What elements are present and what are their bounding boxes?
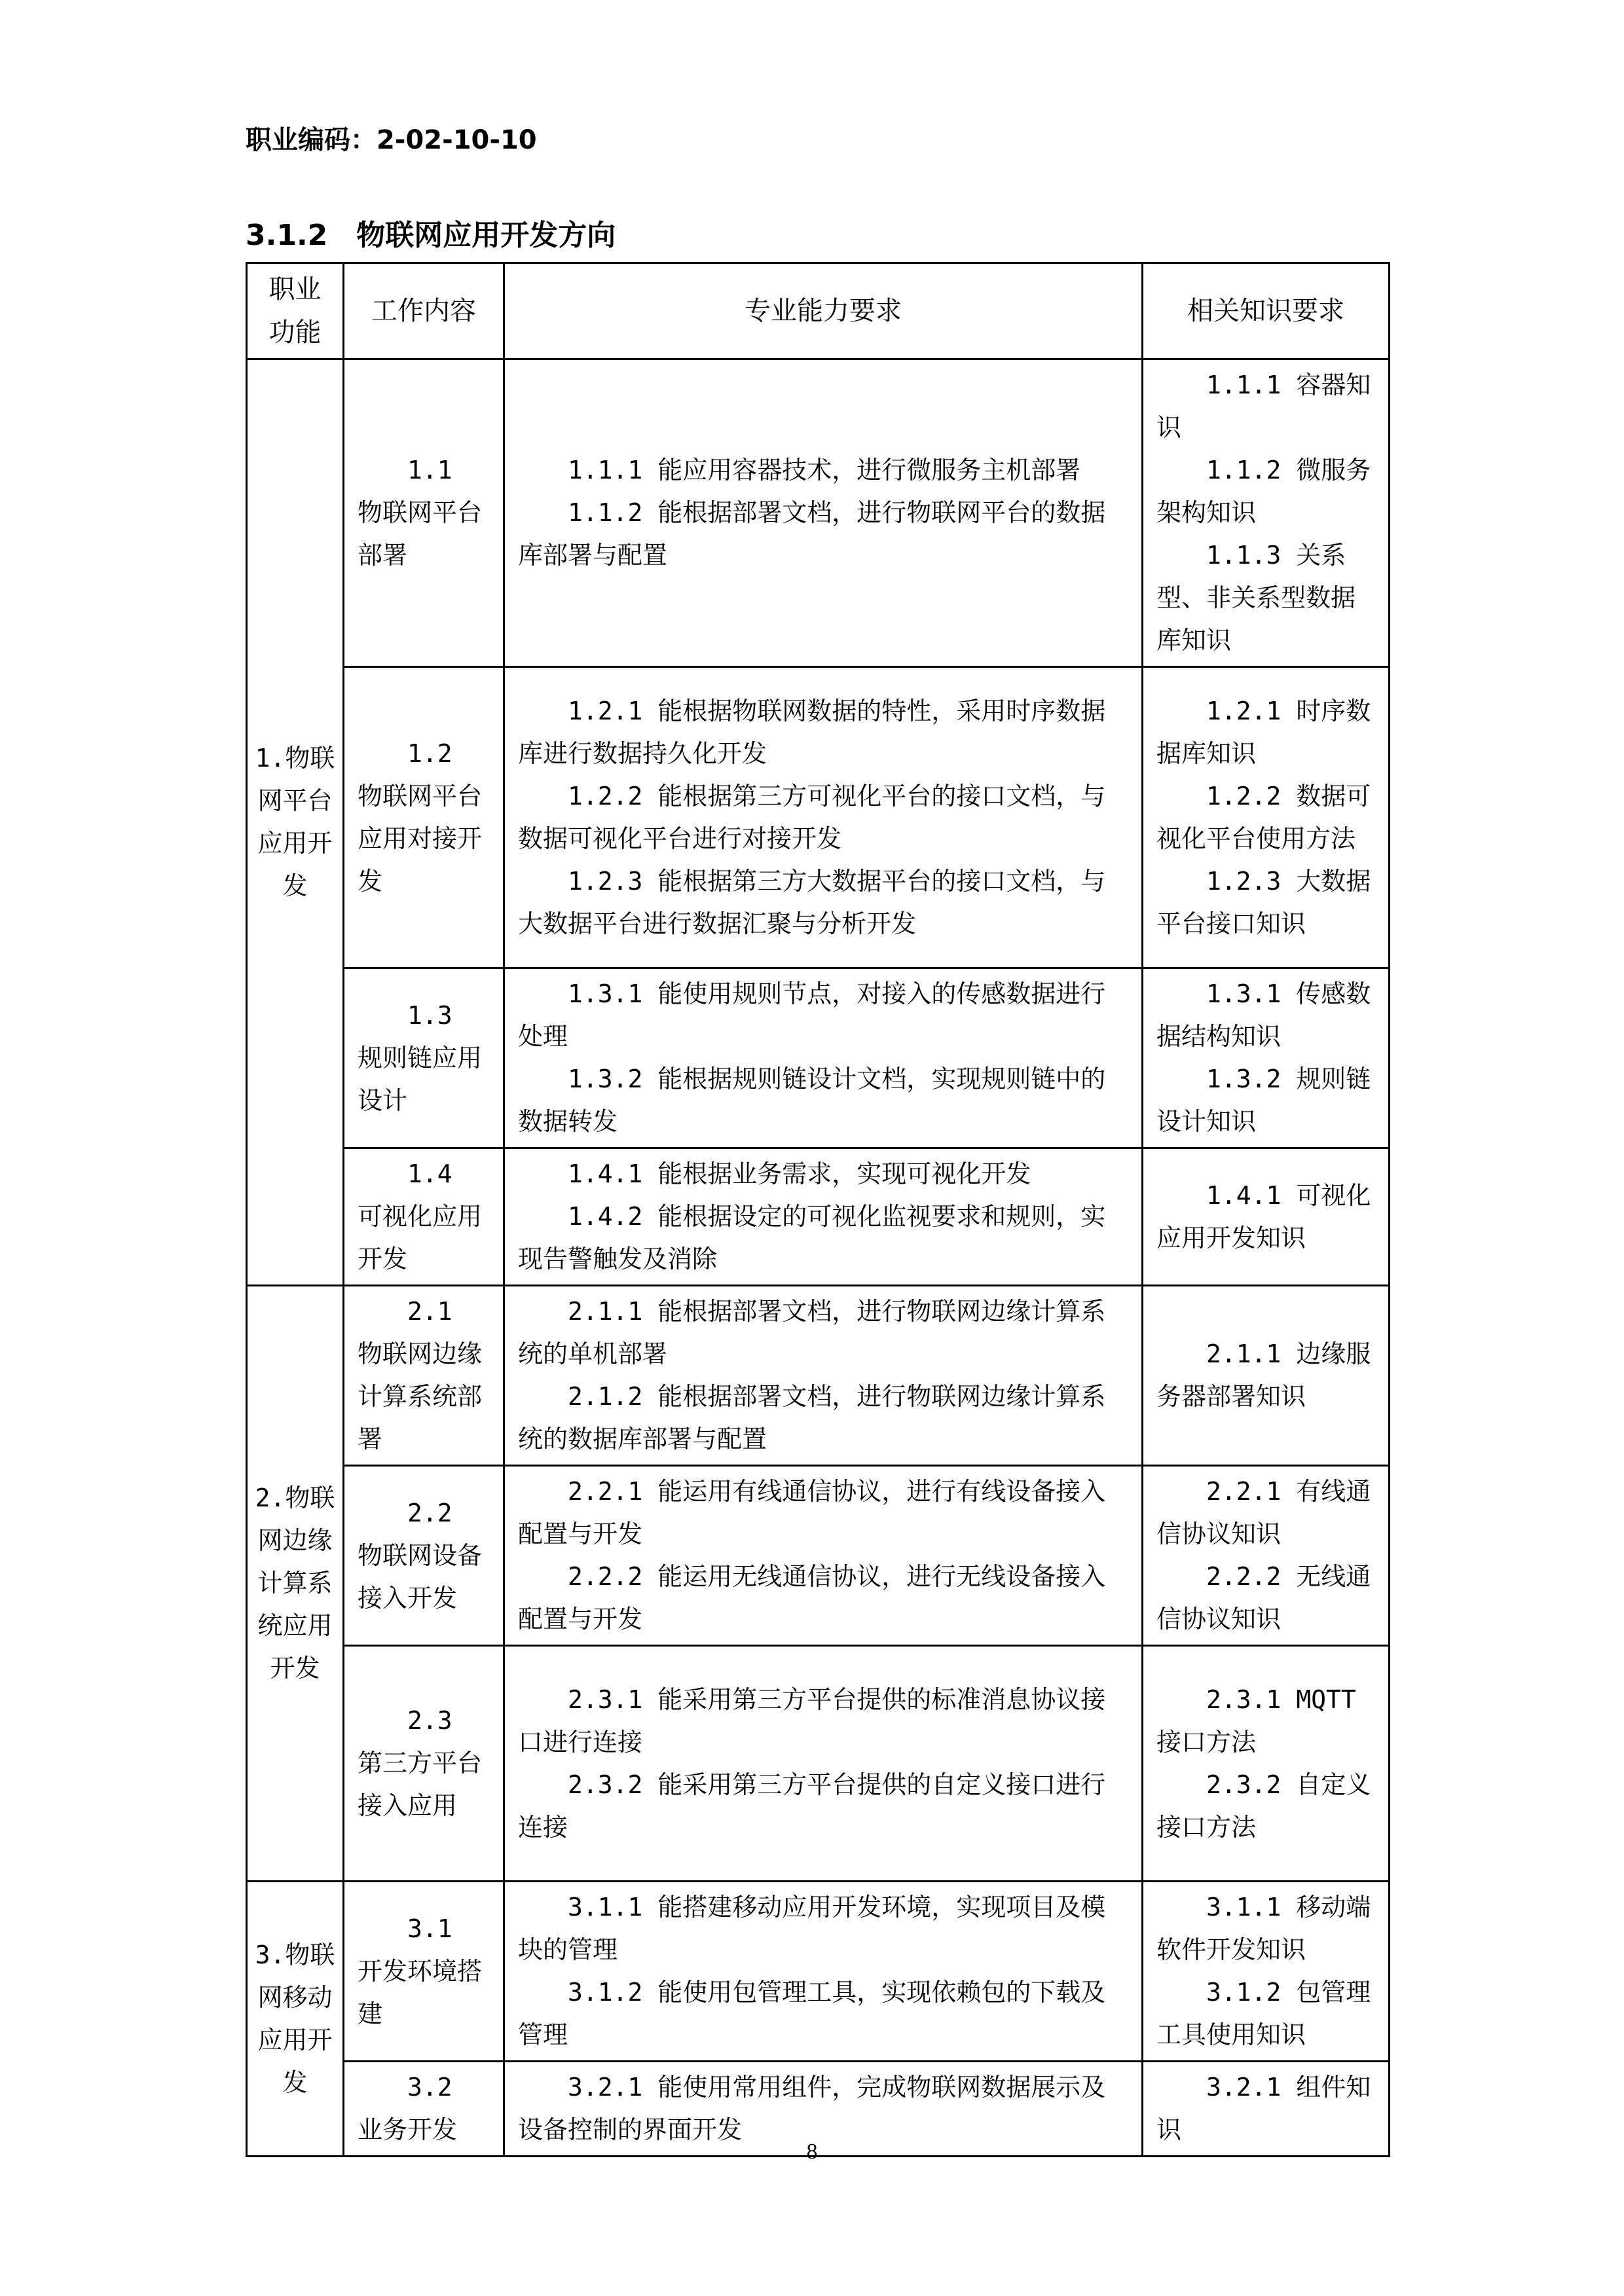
content-cell: 2.1 物联网边缘计算系统部署 [344,1286,504,1466]
ability-item: 1.4.1 能根据业务需求，实现可视化开发 [568,1159,1031,1188]
ability-item: 3.1.1 能搭建移动应用开发环境，实现项目及模块的管理 [518,1893,1106,1964]
page-number: 8 [806,2140,818,2164]
ability-item: 2.3.1 能采用第三方平台提供的标准消息协议接口进行连接 [518,1685,1106,1757]
knowledge-item: 1.1.1 容器知识 [1156,371,1371,442]
knowledge-item: 2.3.1 MQTT 接口方法 [1156,1685,1356,1757]
header-abilities: 专业能力要求 [504,263,1143,359]
knowledge-cell [1143,359,1390,667]
knowledge-item: 1.2.1 时序数据库知识 [1156,696,1371,768]
ability-item: 2.3.2 能采用第三方平台提供的自定义接口进行连接 [518,1770,1106,1842]
ability-item: 1.2.2 能根据第三方可视化平台的接口文档，与数据可视化平台进行对接开发 [518,781,1106,853]
section-number: 3.1.2 [246,219,328,252]
ability-item: 3.1.2 能使用包管理工具，实现依赖包的下载及管理 [518,1978,1106,2049]
content-cell: 1.3 规则链应用设计 [344,968,504,1148]
table-row [247,1148,1390,1286]
abilities-cell [504,1466,1143,1646]
knowledge-item: 2.2.1 有线通信协议知识 [1156,1477,1371,1548]
header-content: 工作内容 [344,263,504,359]
knowledge-item: 2.3.2 自定义接口方法 [1156,1770,1371,1842]
table-row [247,1646,1390,1882]
requirements-table [246,262,1390,2157]
knowledge-item: 1.4.1 可视化应用开发知识 [1156,1180,1371,1252]
content-cell: 2.2 物联网设备接入开发 [344,1466,504,1646]
content-cell: 1.1 物联网平台部署 [344,359,504,667]
knowledge-cell [1143,1646,1390,1882]
ability-item: 2.2.1 能运用有线通信协议，进行有线设备接入配置与开发 [518,1477,1106,1548]
ability-item: 1.1.2 能根据部署文档，进行物联网平台的数据库部署与配置 [518,498,1106,570]
function-cell: 1.物联网平台应用开发 [247,359,344,1286]
ability-item: 2.1.1 能根据部署文档，进行物联网边缘计算系统的单机部署 [518,1297,1106,1368]
abilities-cell [504,667,1143,968]
abilities-cell [504,968,1143,1148]
ability-item: 1.2.1 能根据物联网数据的特性，采用时序数据库进行数据持久化开发 [518,696,1106,768]
knowledge-cell [1143,1882,1390,2062]
ability-item: 3.2.1 能使用常用组件，完成物联网数据展示及设备控制的界面开发 [518,2073,1106,2144]
header-function: 职业功能 [247,263,344,359]
knowledge-item: 2.1.1 边缘服务器部署知识 [1156,1339,1371,1411]
content-cell: 2.3 第三方平台接入应用 [344,1646,504,1882]
knowledge-cell [1143,1286,1390,1466]
function-cell: 2.物联网边缘计算系统应用开发 [247,1286,344,1882]
table-header-row [247,263,1390,359]
table-row [247,1466,1390,1646]
function-cell: 3.物联网移动应用开发 [247,1882,344,2157]
table-row [247,1882,1390,2062]
content-cell: 1.2 物联网平台应用对接开发 [344,667,504,968]
knowledge-item: 3.1.1 移动端软件开发知识 [1156,1893,1371,1964]
knowledge-item: 1.1.3 关系型、非关系型数据库知识 [1156,541,1356,655]
ability-item: 1.1.1 能应用容器技术，进行微服务主机部署 [568,456,1081,484]
section-title-text: 物联网应用开发方向 [356,219,616,252]
abilities-cell [504,1882,1143,2062]
content-cell: 3.1 开发环境搭建 [344,1882,504,2062]
knowledge-cell [1143,968,1390,1148]
ability-item: 2.2.2 能运用无线通信协议，进行无线设备接入配置与开发 [518,1562,1106,1633]
table-row [247,968,1390,1148]
abilities-cell [504,1646,1143,1882]
abilities-cell [504,1286,1143,1466]
knowledge-item: 1.2.2 数据可视化平台使用方法 [1156,781,1371,853]
section-title [246,211,616,253]
knowledge-item: 1.3.1 传感数据结构知识 [1156,979,1371,1051]
knowledge-item: 3.2.1 组件知识 [1156,2073,1371,2144]
ability-item: 2.1.2 能根据部署文档，进行物联网边缘计算系统的数据库部署与配置 [518,1382,1106,1453]
knowledge-item: 1.2.3 大数据平台接口知识 [1156,866,1371,938]
content-cell: 1.4 可视化应用开发 [344,1148,504,1286]
table-row [247,1286,1390,1466]
knowledge-cell [1143,1466,1390,1646]
knowledge-cell [1143,667,1390,968]
ability-item: 1.4.2 能根据设定的可视化监视要求和规则，实现告警触发及消除 [518,1202,1106,1273]
abilities-cell [504,359,1143,667]
occupation-code: 职业编码：2-02-10-10 [246,125,537,155]
knowledge-item: 2.2.2 无线通信协议知识 [1156,1562,1371,1633]
knowledge-item: 1.1.2 微服务架构知识 [1156,456,1371,527]
table-row [247,667,1390,968]
knowledge-item: 3.1.2 包管理工具使用知识 [1156,1978,1371,2049]
header-knowledge: 相关知识要求 [1143,263,1390,359]
knowledge-cell [1143,1148,1390,1286]
ability-item: 1.3.1 能使用规则节点，对接入的传感数据进行处理 [518,979,1106,1051]
knowledge-item: 1.3.2 规则链设计知识 [1156,1065,1371,1136]
content-cell: 3.2 业务开发 [344,2062,504,2157]
abilities-cell [504,1148,1143,1286]
ability-item: 1.2.3 能根据第三方大数据平台的接口文档，与大数据平台进行数据汇聚与分析开发 [518,866,1106,938]
ability-item: 1.3.2 能根据规则链设计文档，实现规则链中的数据转发 [518,1065,1106,1136]
table-row [247,359,1390,667]
